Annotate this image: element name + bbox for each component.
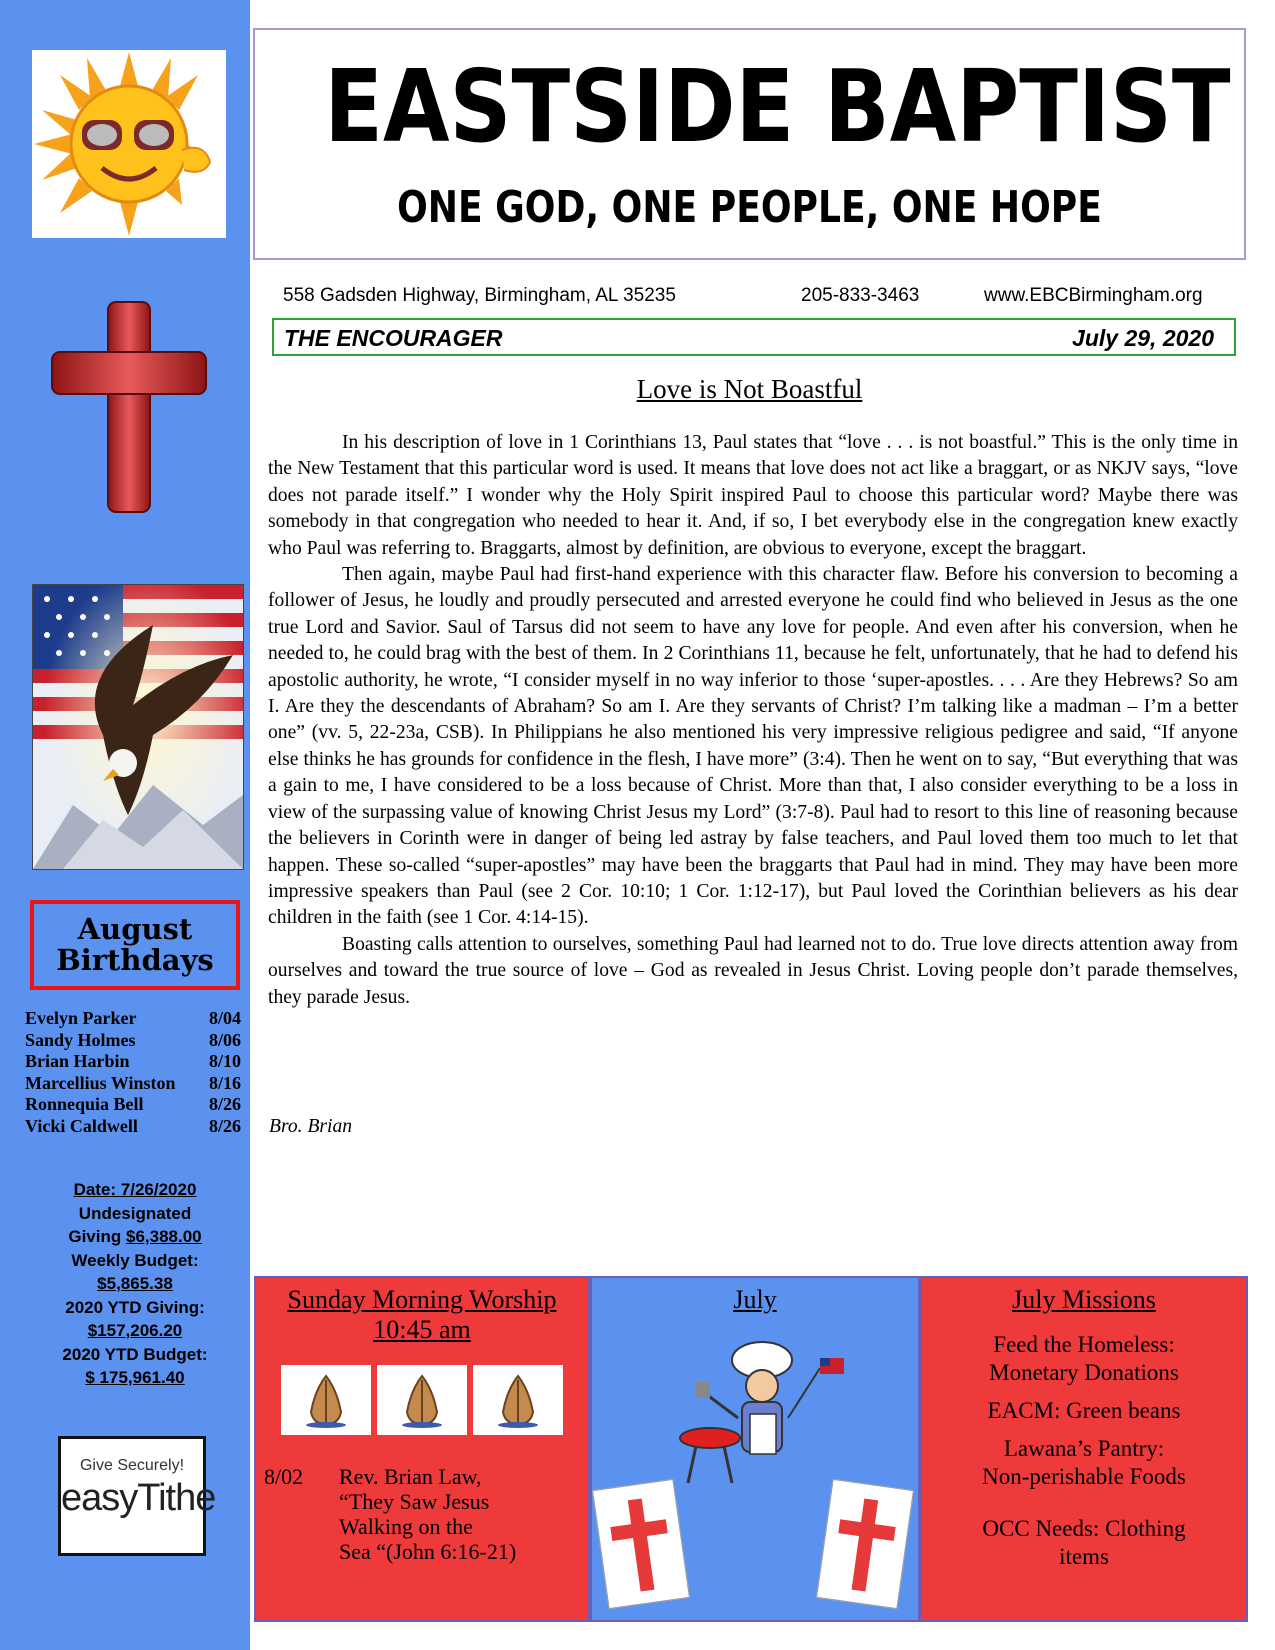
mission-item: Lawana’s Pantry: [1003, 1436, 1165, 1461]
birthday-date: 8/16 [209, 1072, 242, 1093]
eagle-flag-icon [33, 585, 243, 869]
ytd-giving-value: $157,206.20 [87, 1321, 183, 1340]
article-paragraph: In his description of love in 1 Corinthians 13, Paul states that “love . . . is not boastful.” This is the only time in the New Testament that this particular word is used. It means that love does not act like a braggart, or as NKJV says, “love does not parade itself.” I wonder why the Holy Spirit inspired Paul to choose this particular word? Maybe there was somebody in that congregation who needed to hear it. And, if so, I bet everybody else in the congregation knew exactly who Paul was referring to. Braggarts, almost by definition, are obvious to everyone, except the braggart. [268, 432, 1238, 559]
weekly-budget-label: Weekly Budget: [71, 1250, 199, 1270]
sermon-line: “They Saw Jesus [339, 1489, 490, 1514]
praying-hands-image [281, 1365, 371, 1435]
red-cross-icon [593, 1480, 689, 1608]
missions-heading: July Missions [1012, 1285, 1156, 1314]
birthday-row [25, 1008, 253, 1030]
giving-summary [22, 1178, 248, 1390]
birthday-row [25, 1073, 253, 1095]
mission-item: EACM: Green beans [987, 1398, 1181, 1423]
sermon-line: Sea “(John 6:16-21) [339, 1539, 517, 1564]
praying-hands-row [256, 1365, 588, 1435]
undesignated-label: Undesignated [78, 1203, 192, 1223]
birthdays-heading-line1: August [77, 912, 193, 946]
giving-value: $6,388.00 [125, 1227, 202, 1246]
cross-card-right [816, 1479, 914, 1609]
july-panel [590, 1276, 920, 1622]
address: 558 Gadsden Highway, Birmingham, AL 35235 [283, 285, 676, 306]
birthday-name: Vicki Caldwell [25, 1115, 138, 1136]
eagle-flag-image [32, 584, 244, 870]
praying-hands-icon [397, 1372, 447, 1428]
birthday-name: Brian Harbin [25, 1051, 130, 1071]
masthead [253, 28, 1246, 260]
birthday-row [25, 1116, 253, 1138]
ytd-budget-label: 2020 YTD Budget: [62, 1344, 208, 1364]
article-paragraph: Boasting calls attention to ourselves, something Paul had learned not to do. True love directs attention away from ourselves and toward the true source of love – God as revealed in Jesus Christ. Loving people don’t parade themselves, they parade Jesus. [268, 933, 1238, 1008]
praying-hands-icon [301, 1372, 351, 1428]
ytd-giving-label: 2020 YTD Giving: [65, 1297, 205, 1317]
easytithe-button[interactable] [58, 1436, 216, 1556]
giving-line [22, 1225, 248, 1249]
birthday-date: 8/04 [209, 1008, 242, 1028]
sermon-line: Rev. Brian Law, [339, 1464, 482, 1489]
cross-icon [50, 300, 208, 515]
article-signature: Bro. Brian [269, 1116, 353, 1137]
newsletter-bar [272, 318, 1236, 356]
praying-hands-image [473, 1365, 563, 1435]
praying-hands-image [377, 1365, 467, 1435]
birthdays-heading-box [30, 900, 240, 990]
birthdays-heading-line2: Birthdays [56, 943, 214, 977]
birthday-list [25, 1008, 253, 1137]
weekly-budget-value: $5,865.38 [97, 1274, 173, 1293]
article-paragraph: Then again, maybe Paul had first-hand experience with this character flaw. Before his conversion to becoming a follower of Jesus, he loudly and proudly persecuted and arrested everyone he could find who believed in Jesus as the one true Lord and Savior. Saul of Tarsus did not seem to have any love for people. And even after his conversion, when he needed to, he could brag with the best of them. In 2 Corinthians 11, because he felt, unfortunately, that he had to defend his apostolic authority, he wrote, “I consider myself in no way inferior to those ‘super-apostles. . . . Are they Hebrews? So am I. Are they the descendants of Abraham? So am I. Are they servants of Christ? I’m talking like a madman – I’m a better one” (vv. 5, 22-23a, CSB). In Philippians he also mentioned his very impressive religious pedigree and said, “If anyone else thinks he has grounds for confidence in the flesh, I have more” (3:4). Then he went on to say, “But everything that was a gain to me, I have considered to be a loss because of Christ. More than that, I also consider everything to be a loss in view of the surpassing value of knowing Christ Jesus my Lord” (3:7-8). Paul had to resort to this line of reasoning because the believers in Corinth were in danger of being led astray by false teachers, and Paul loved them too much to let that happen. These so-called “super-apostles” may have been the braggarts that Paul had in mind. They may have been more impressive speakers than Paul (see 2 Cor. 10:10; 1 Cor. 1:12-17), but Paul loved the Corinthian believers as his dear children in the faith (see 1 Cor. 4:14-15). [268, 564, 1238, 929]
sermon-line: Walking on the [339, 1514, 473, 1539]
birthday-name: Ronnequia Bell [25, 1094, 144, 1114]
giving-date: Date: 7/26/2020 [73, 1180, 197, 1199]
church-name: EASTSIDE BAPTIST [324, 48, 1231, 165]
worship-heading-line2: 10:45 am [373, 1315, 471, 1344]
praying-hands-icon [493, 1372, 543, 1428]
sun-clipart [32, 50, 226, 238]
tagline: ONE GOD, ONE PEOPLE, ONE HOPE [397, 182, 1102, 233]
birthday-date: 8/10 [209, 1051, 242, 1071]
july-heading: July [733, 1285, 777, 1314]
birthday-row [25, 1030, 253, 1052]
birthday-name: Evelyn Parker [25, 1008, 137, 1028]
newsletter-name: THE ENCOURAGER [284, 325, 503, 351]
worship-heading-line1: Sunday Morning Worship [287, 1285, 557, 1314]
birthday-date: 8/06 [209, 1029, 242, 1050]
tithe-small-text: Give Securely! [79, 1457, 185, 1474]
phone: 205-833-3463 [801, 285, 920, 306]
grill-chef-icon [670, 1338, 850, 1488]
missions-panel [920, 1276, 1248, 1622]
article-title: Love is Not Boastful [636, 374, 863, 404]
red-cross-icon [817, 1480, 913, 1608]
ytd-budget-value: $ 175,961.40 [85, 1368, 185, 1387]
sermon-text [339, 1464, 579, 1564]
sidebar [0, 0, 250, 1650]
mission-item: items [1059, 1544, 1109, 1569]
mission-item: OCC Needs: Clothing [982, 1516, 1186, 1541]
worship-panel [254, 1276, 590, 1622]
birthday-date: 8/26 [209, 1115, 242, 1136]
tithe-logo-text: easyTithe [61, 1477, 216, 1519]
birthday-row [25, 1094, 253, 1116]
newsletter-date: July 29, 2020 [1072, 325, 1214, 351]
sun-icon [32, 50, 226, 238]
mission-item: Monetary Donations [989, 1360, 1179, 1385]
sermon-date: 8/02 [264, 1464, 304, 1489]
mission-item: Non-perishable Foods [982, 1464, 1186, 1489]
birthday-name: Sandy Holmes [25, 1029, 136, 1050]
website-link[interactable]: www.EBCBirmingham.org [984, 285, 1203, 306]
mission-item: Feed the Homeless: [993, 1332, 1175, 1357]
cross-card-left [592, 1479, 690, 1609]
article-body [268, 430, 1238, 1011]
giving-label: Giving [68, 1227, 126, 1246]
birthday-date: 8/26 [209, 1094, 242, 1114]
birthday-name: Marcellius Winston [25, 1072, 176, 1093]
birthday-row [25, 1051, 253, 1073]
